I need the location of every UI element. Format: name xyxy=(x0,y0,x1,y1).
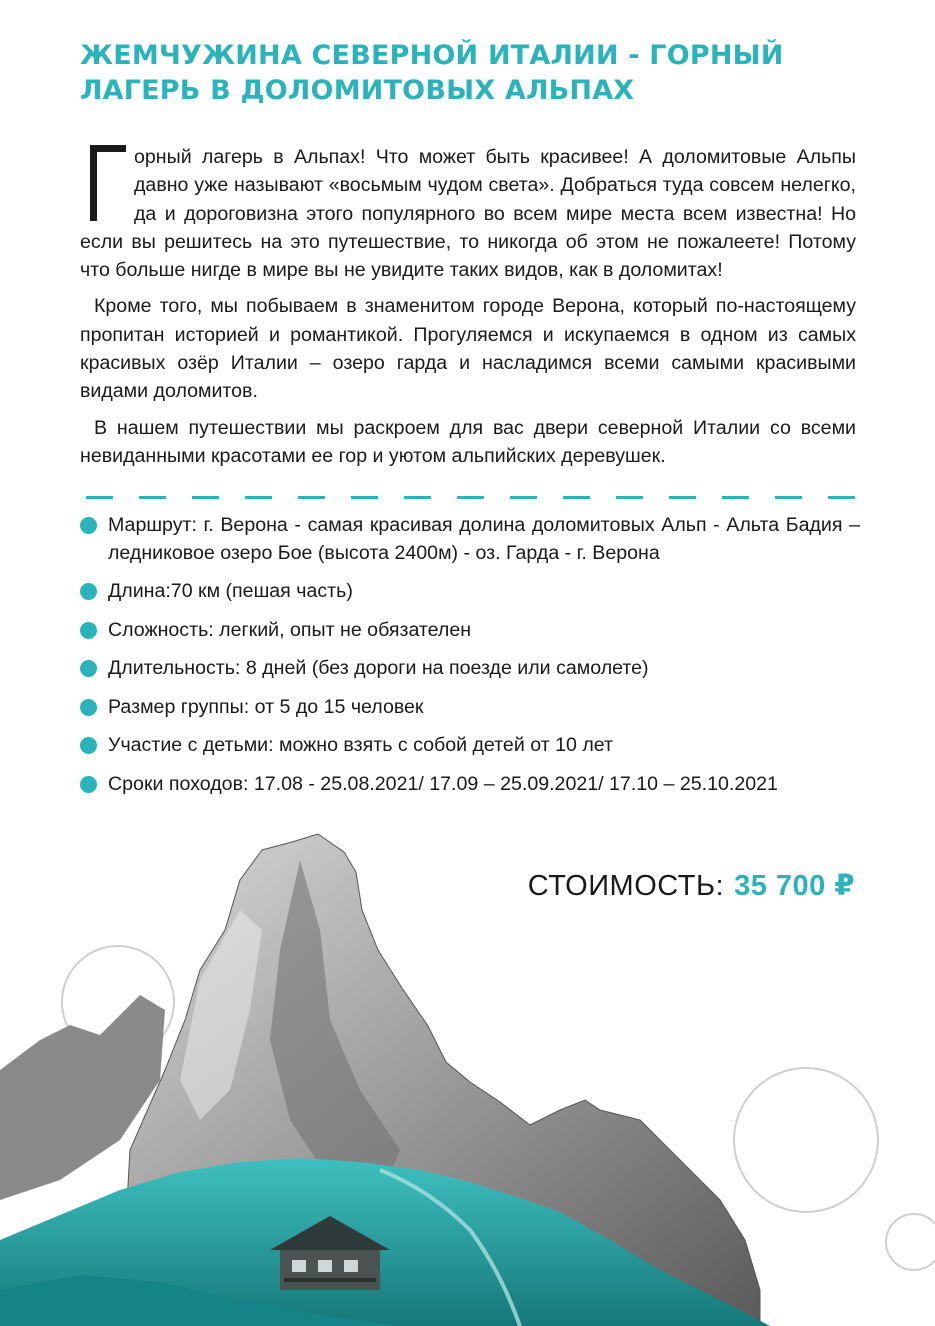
fact-text: Длина:70 км (пешая часть) xyxy=(108,580,353,602)
bullet-icon xyxy=(80,737,97,754)
fact-text: Маршрут: г. Верона - самая красивая долина доломитовых Альп - Альта Бадия – ледниковое озеро Бое (высота 2400м) - оз. Гарда - г. Верона xyxy=(108,514,860,564)
intro-paragraph-2: Кроме того, мы побываем в знаменитом городе Верона, который по-настоящему пропитан историей и романтикой. Прогуляемся и искупаемся в одном из самых красивых озёр Италии – озеро гарда и насладимся всеми самыми красивыми видами доломитов. xyxy=(80,295,856,403)
price-label: СТОИМОСТЬ: xyxy=(527,870,725,902)
mountain-illustration xyxy=(0,820,935,1326)
page-title: ЖЕМЧУЖИНА СЕВЕРНОЙ ИТАЛИИ - ГОРНЫЙ ЛАГЕРЬ В ДОЛОМИТОВЫХ АЛЬПАХ xyxy=(80,40,784,106)
fact-text: Участие с детьми: можно взять с собой детей от 10 лет xyxy=(108,734,613,756)
fact-text: Длительность: 8 дней (без дороги на поезде или самолете) xyxy=(108,657,649,679)
fact-text: Размер группы: от 5 до 15 человек xyxy=(108,695,424,718)
decorative-circle-small xyxy=(886,1214,935,1270)
bullet-icon xyxy=(80,583,97,600)
price-amount: 35 700 ₽ xyxy=(734,870,855,902)
fact-route xyxy=(80,512,860,567)
bullet-icon xyxy=(80,622,97,639)
fact-duration xyxy=(80,655,860,683)
intro-text xyxy=(80,143,856,478)
fact-length xyxy=(80,578,860,606)
trip-facts-list xyxy=(80,512,860,809)
intro-paragraph-3: В нашем путешествии мы раскроем для вас двери северной Италии со всеми невиданными красотами ее гор и уютом альпийских деревушек. xyxy=(80,416,856,467)
bullet-icon xyxy=(80,776,97,793)
intro-paragraph-1 xyxy=(80,143,856,284)
drop-cap-letter xyxy=(80,145,126,223)
fact-difficulty xyxy=(80,617,860,645)
intro-paragraph-1-text: орный лагерь в Альпах! Что может быть красивее! А доломитовые Альпы давно уже называют «восьмым чудом света». Добраться туда совсем нелегко, да и дороговизна этого популярного во всем мире места всем известна! Но если вы решитесь на это путешествие, то никогда об этом не пожалеете! Потому что больше нигде в мире вы не увидите таких видов, как в доломитах! xyxy=(80,146,856,282)
fact-text: Сложность: легкий, опыт не обязателен xyxy=(108,618,472,641)
fact-dates xyxy=(80,771,860,799)
bullet-icon xyxy=(80,660,97,677)
bullet-icon xyxy=(80,699,97,716)
bullet-icon xyxy=(80,517,97,534)
fact-text: Сроки походов: 17.08 - 25.08.2021/ 17.09 – 25.09.2021/ 17.10 – 25.10.2021 xyxy=(108,772,778,795)
fact-children xyxy=(80,732,860,760)
decorative-circle-right xyxy=(734,1068,878,1212)
fact-group-size xyxy=(80,694,860,722)
dashed-divider xyxy=(86,496,864,499)
